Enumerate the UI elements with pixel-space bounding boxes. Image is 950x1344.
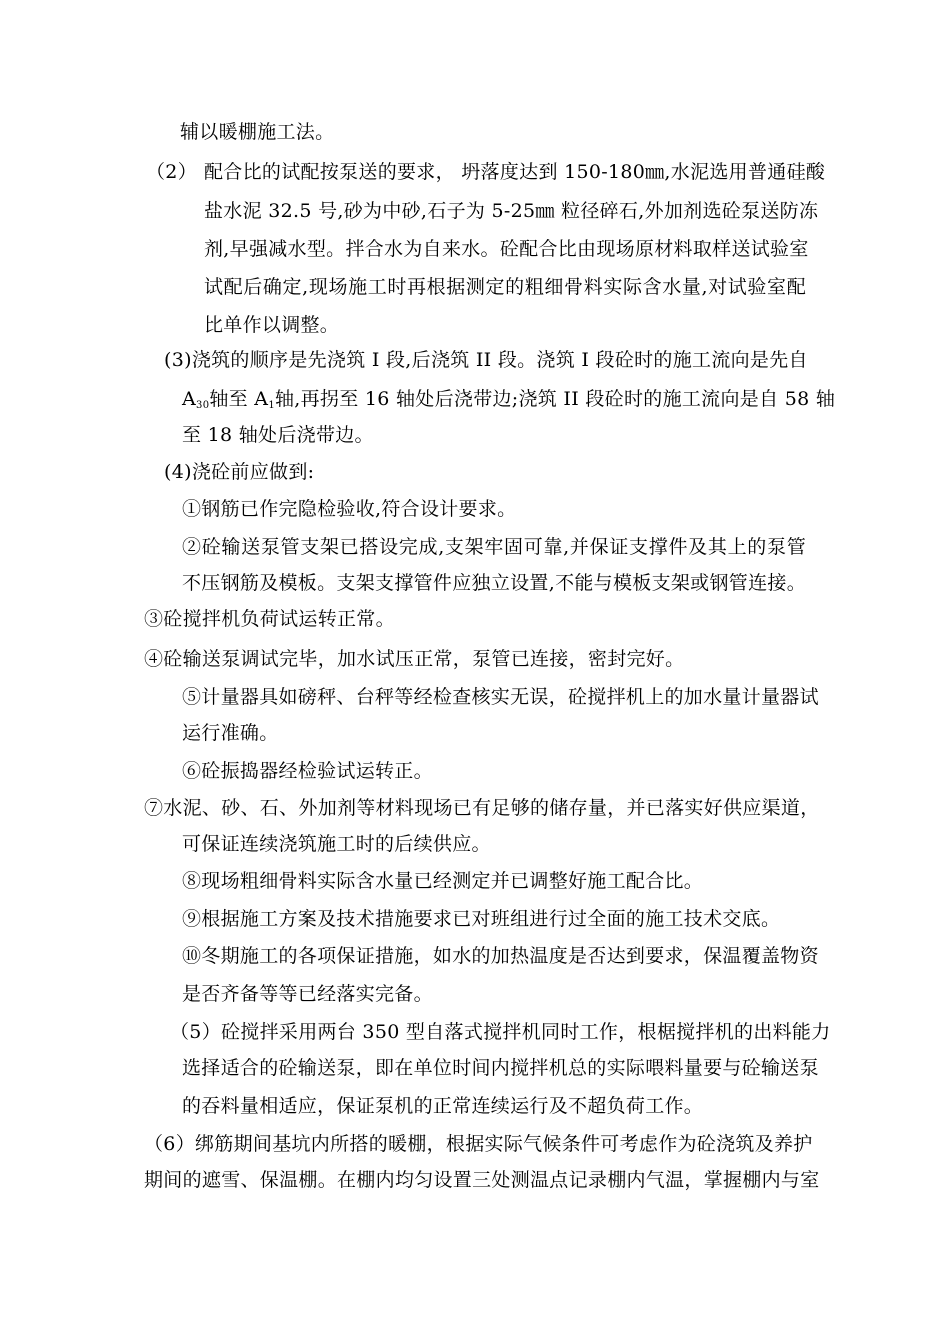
paragraph-line: 选择适合的砼输送泵，即在单位时间内搅拌机总的实际喂料量要与砼输送泵: [182, 1057, 819, 1079]
list-item: ②砼输送泵管支架已搭设完成,支架牢固可靠,并保证支撑件及其上的泵管: [182, 536, 806, 558]
paragraph-line: 比单作以调整。: [204, 314, 340, 336]
list-item: ⑤计量器具如磅秤、台秤等经检查核实无误，砼搅拌机上的加水量计量器试: [182, 686, 819, 708]
paragraph-line: 的吞料量相适应，保证泵机的正常连续运行及不超负荷工作。: [182, 1095, 704, 1117]
list-item-continuation: 不压钢筋及模板。支架支撑管件应独立设置,不能与模板支架或钢管连接。: [182, 572, 806, 594]
paragraph-line: 配合比的试配按泵送的要求， 坍落度达到 150-180㎜,水泥选用普通硅酸: [204, 161, 826, 183]
list-item: ①钢筋已作完隐检验收,符合设计要求。: [182, 498, 517, 520]
section-heading: (4)浇砼前应做到:: [164, 461, 315, 483]
paragraph-line: 剂,早强减水型。拌合水为自来水。砼配合比由现场原材料取样送试验室: [204, 238, 809, 260]
list-item: ⑨根据施工方案及技术措施要求已对班组进行过全面的施工技术交底。: [182, 908, 781, 930]
list-item-continuation: 运行准确。: [182, 722, 279, 744]
list-item: ③砼搅拌机负荷试运转正常。: [144, 608, 395, 630]
axis-label: A: [182, 388, 197, 410]
list-item: ⑩冬期施工的各项保证措施，如水的加热温度是否达到要求，保温覆盖物资: [182, 945, 819, 967]
paragraph-line: 试配后确定,现场施工时再根据测定的粗细骨料实际含水量,对试验室配: [204, 276, 806, 298]
paragraph-line: （5）砼搅拌采用两台 350 型自落式搅拌机同时工作，根椐搅拌机的出料能力: [170, 1021, 831, 1043]
paragraph-line: 盐水泥 32.5 号,砂为中砂,石子为 5-25㎜ 粒径碎石,外加剂选砼泵送防冻: [204, 200, 819, 222]
list-item-continuation: 可保证连续浇筑施工时的后续供应。: [182, 833, 491, 855]
axis-subscript: 30: [196, 400, 210, 411]
list-item: ⑧现场粗细骨料实际含水量已经测定并已调整好施工配合比。: [182, 870, 704, 892]
axis-subscript: 1: [268, 400, 275, 411]
paragraph-line: 辅以暖棚施工法。: [180, 121, 335, 143]
paragraph-line: 期间的遮雪、保温棚。在棚内均匀设置三处测温点记录棚内气温，掌握棚内与室: [144, 1169, 820, 1191]
list-item-continuation: 是否齐备等等已经落实完备。: [182, 983, 433, 1005]
paragraph-line: 至 18 轴处后浇带边。: [182, 424, 374, 446]
paragraph-line: （6）绑筋期间基坑内所搭的暖棚，根据实际气候条件可考虑作为砼浇筑及养护: [144, 1133, 813, 1155]
text-run: 轴,再拐至 16 轴处后浇带边;浇筑 II 段砼时的施工流向是自 58 轴: [275, 388, 836, 410]
text-run: 轴至 A: [209, 388, 269, 410]
paragraph-line: (3)浇筑的顺序是先浇筑 I 段,后浇筑 II 段。浇筑 I 段砼时的施工流向是先自: [164, 349, 808, 371]
paragraph-line-with-subscripts: [182, 385, 835, 413]
list-item: ④砼输送泵调试完毕，加水试压正常，泵管已连接，密封完好。: [144, 648, 685, 670]
item-number: （2）: [146, 161, 197, 183]
list-item: ⑦水泥、砂、石、外加剂等材料现场已有足够的储存量，并已落实好供应渠道，: [144, 797, 820, 819]
list-item: ⑥砼振捣器经检验试运转正。: [182, 760, 433, 782]
